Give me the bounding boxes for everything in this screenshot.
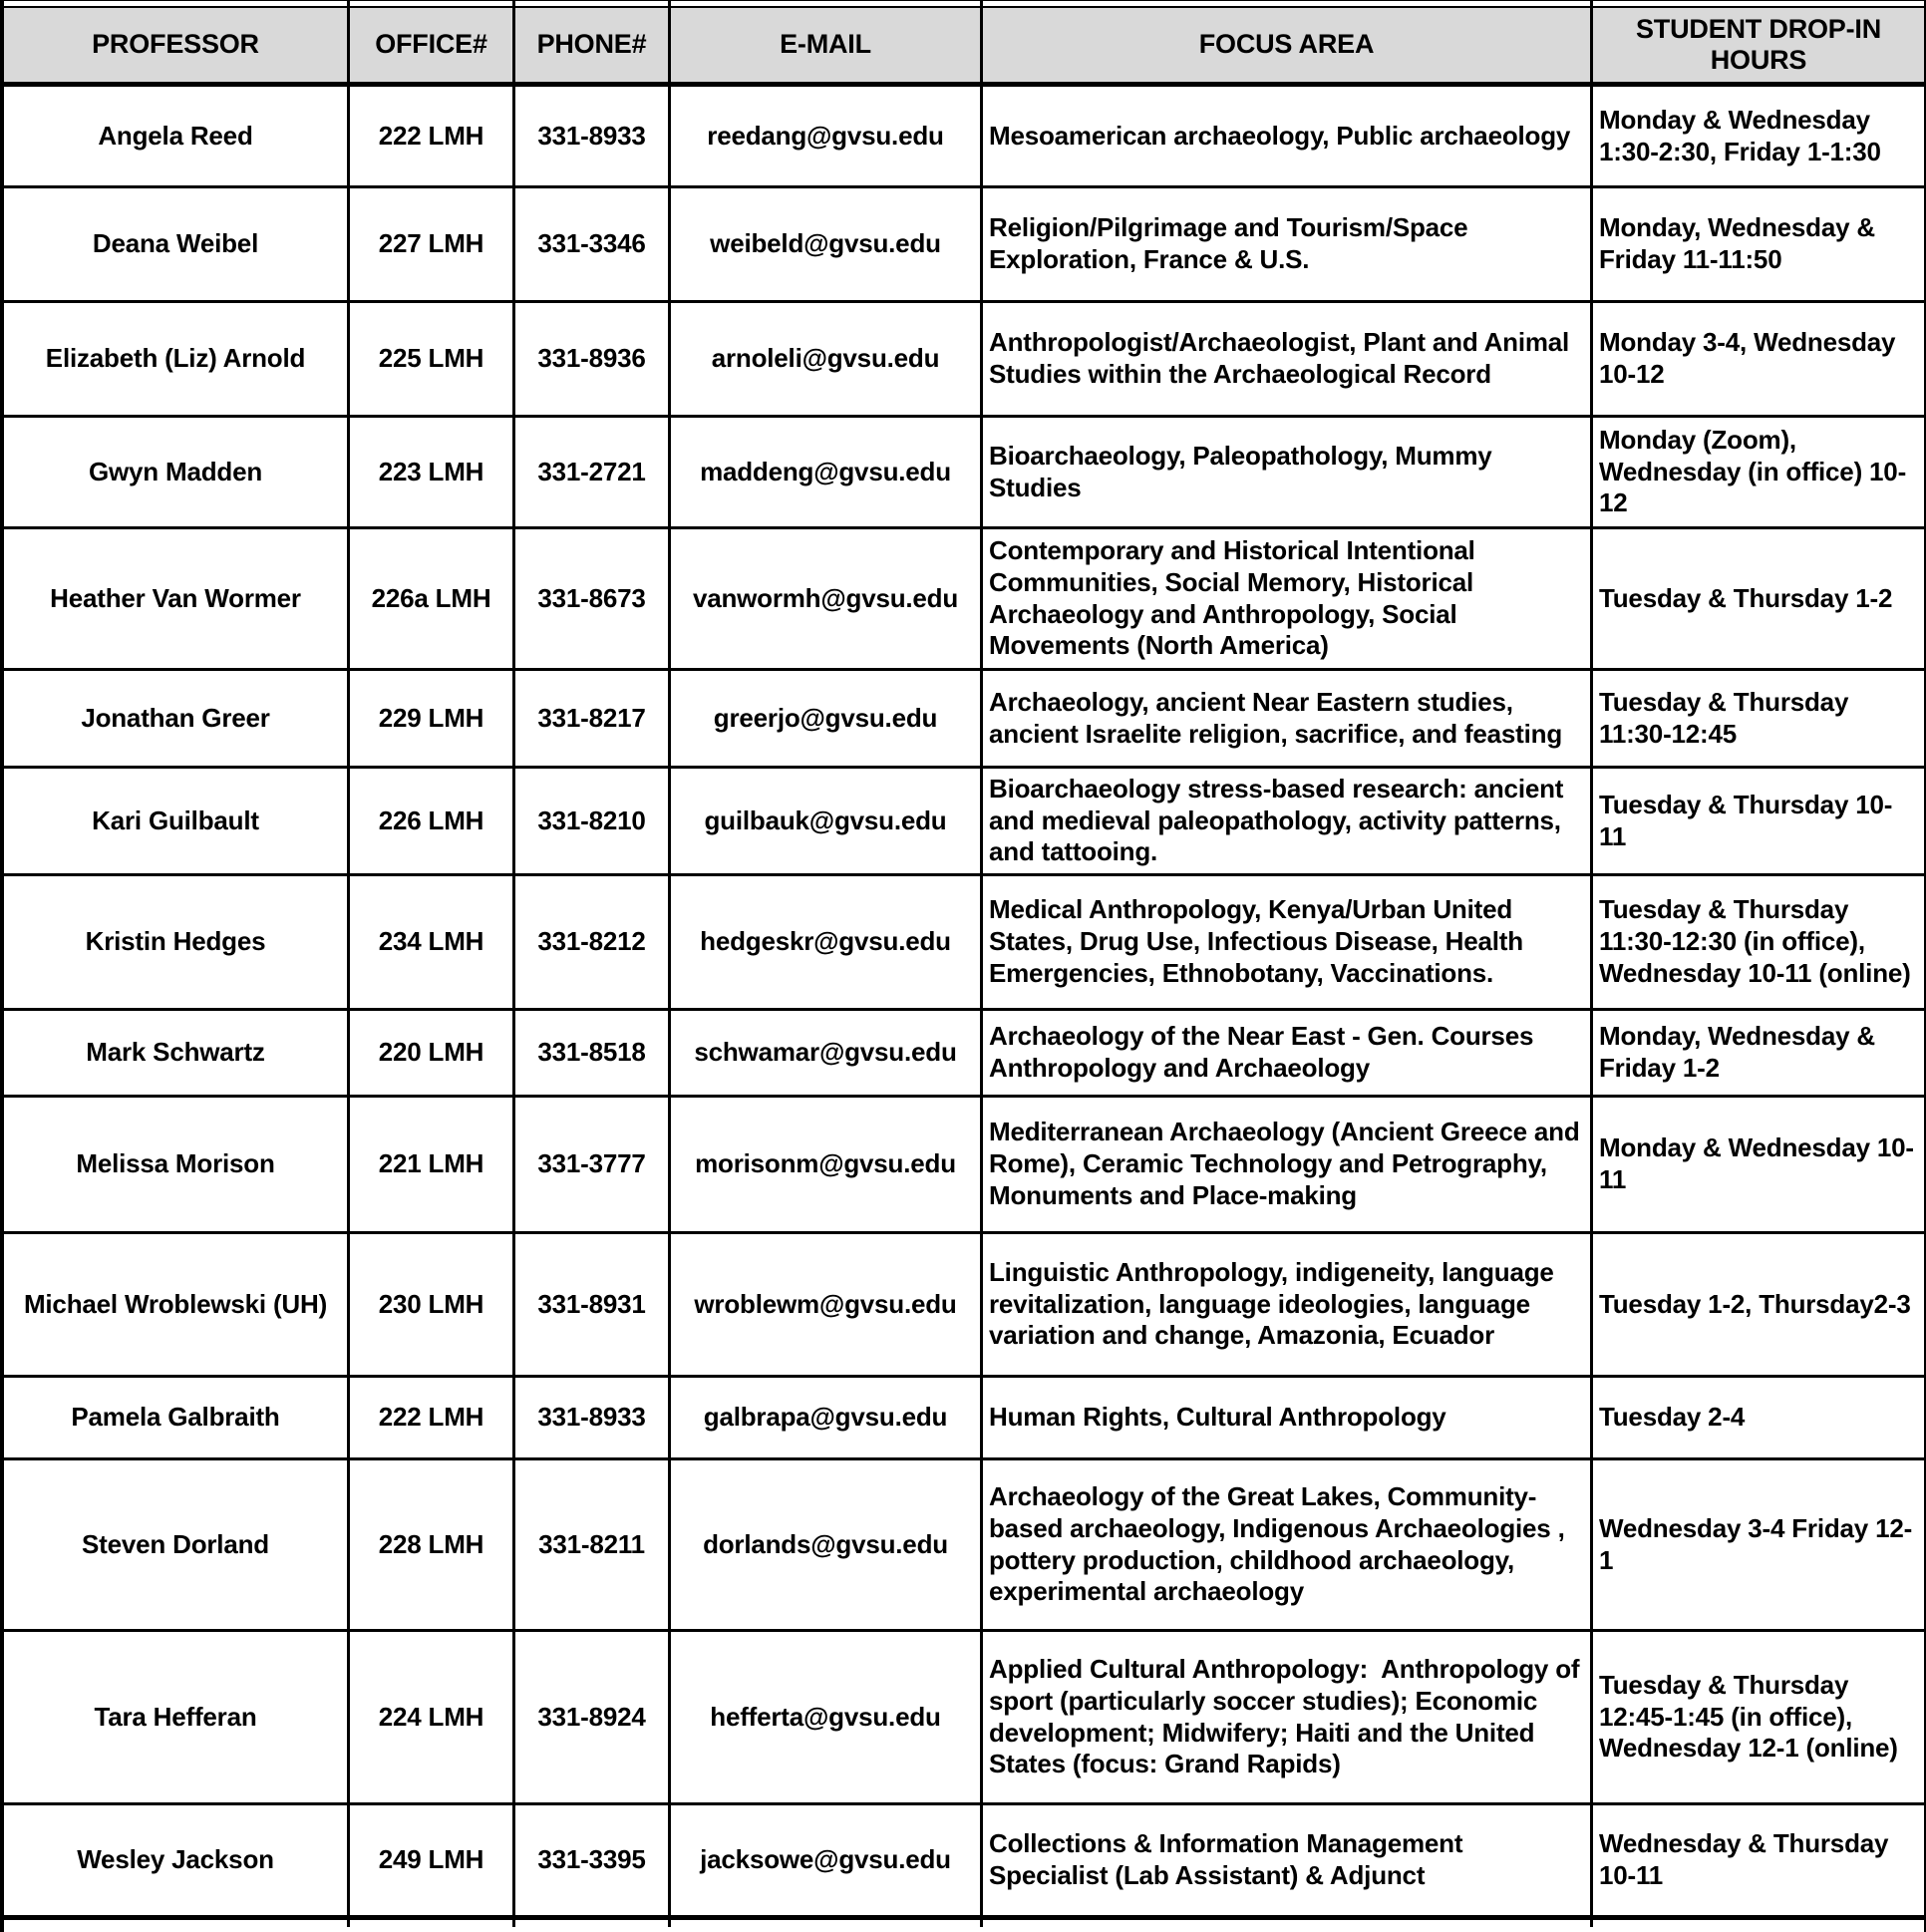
office-number-cell: 223 LMH xyxy=(350,418,515,526)
phone-number-cell: 331-3346 xyxy=(515,188,671,300)
table-row xyxy=(4,188,1924,303)
office-number-cell: 227 LMH xyxy=(350,188,515,300)
email-cell: arnoleli@gvsu.edu xyxy=(671,303,983,415)
email-cell: hefferta@gvsu.edu xyxy=(671,1632,983,1802)
drop-in-hours-cell: Monday 3-4, Wednesday 10-12 xyxy=(1599,327,1903,389)
office-number-cell: 225 LMH xyxy=(350,303,515,415)
drop-in-hours-cell: Tuesday 1-2, Thursday2-3 xyxy=(1599,1288,1911,1319)
table-row xyxy=(4,1805,1924,1920)
phone-number-cell: 331-8217 xyxy=(515,671,671,766)
professor-name-cell: Mark Schwartz xyxy=(4,1011,350,1095)
header-cell-professor: PROFESSOR xyxy=(4,8,350,82)
professor-name-cell: Melissa Morison xyxy=(4,1098,350,1231)
cut-off-cell xyxy=(983,1920,1593,1927)
office-number-cell: 249 LMH xyxy=(350,1805,515,1915)
table-row xyxy=(4,303,1924,418)
focus-area-cell: Archaeology of the Near East - Gen. Courses Anthropology and Archaeology xyxy=(983,1011,1593,1095)
email-cell: guilbauk@gvsu.edu xyxy=(671,769,983,873)
cut-off-cell xyxy=(4,1,350,6)
professor-name-cell: Elizabeth (Liz) Arnold xyxy=(4,303,350,415)
professor-name-cell: Steven Dorland xyxy=(4,1460,350,1629)
email-cell: reedang@gvsu.edu xyxy=(671,87,983,185)
phone-number-cell: 331-8936 xyxy=(515,303,671,415)
professor-name-cell: Tara Hefferan xyxy=(4,1632,350,1802)
drop-in-hours-cell: Monday, Wednesday & Friday 1-2 xyxy=(1599,1021,1882,1083)
professor-name-cell: Angela Reed xyxy=(4,87,350,185)
table-row xyxy=(4,1234,1924,1378)
professor-name-cell: Jonathan Greer xyxy=(4,671,350,766)
phone-number-cell: 331-8211 xyxy=(515,1460,671,1629)
focus-area-cell: Anthropologist/Archaeologist, Plant and Animal Studies within the Archaeological Record xyxy=(983,303,1593,415)
focus-area-cell: Contemporary and Historical Intentional Communities, Social Memory, Historical Archaeology and Anthropology, Social Movements (North America) xyxy=(983,529,1593,668)
cut-off-cell xyxy=(1593,1920,1924,1927)
office-number-cell: 226a LMH xyxy=(350,529,515,668)
professor-name-cell: Heather Van Wormer xyxy=(4,529,350,668)
cut-off-cell xyxy=(983,1,1593,6)
phone-number-cell: 331-8924 xyxy=(515,1632,671,1802)
header-cell-email: E-MAIL xyxy=(671,8,983,82)
professor-name-cell: Kari Guilbault xyxy=(4,769,350,873)
drop-in-hours-cell: Monday & Wednesday 1:30-2:30, Friday 1-1:30 xyxy=(1599,104,1881,166)
drop-in-hours-cell: Wednesday 3-4 Friday 12-1 xyxy=(1599,1512,1913,1575)
drop-in-hours-cell: Monday, Wednesday & Friday 11-11:50 xyxy=(1599,212,1882,274)
focus-area-cell: Mesoamerican archaeology, Public archaeology xyxy=(983,87,1593,185)
professor-name-cell: Wesley Jackson xyxy=(4,1805,350,1915)
focus-area-cell: Linguistic Anthropology, indigeneity, language revitalization, language ideologies, language variation and change, Amazonia, Ecuador xyxy=(983,1234,1593,1375)
office-number-cell: 220 LMH xyxy=(350,1011,515,1095)
focus-area-cell: Collections & Information Management Specialist (Lab Assistant) & Adjunct xyxy=(983,1805,1593,1915)
focus-area-cell: Bioarchaeology stress-based research: ancient and medieval paleopathology, activity patterns, and tattooing. xyxy=(983,769,1593,873)
table-body xyxy=(4,87,1924,1920)
focus-area-cell: Bioarchaeology, Paleopathology, Mummy Studies xyxy=(983,418,1593,526)
office-number-cell: 221 LMH xyxy=(350,1098,515,1231)
office-number-cell: 234 LMH xyxy=(350,876,515,1008)
email-cell: weibeld@gvsu.edu xyxy=(671,188,983,300)
focus-area-cell: Archaeology of the Great Lakes, Community-based archaeology, Indigenous Archaeologies , pottery production, childhood archaeology, experimental archaeology xyxy=(983,1460,1593,1629)
phone-number-cell: 331-8933 xyxy=(515,1378,671,1457)
focus-area-cell: Medical Anthropology, Kenya/Urban United States, Drug Use, Infectious Disease, Health Emergencies, Ethnobotany, Vaccinations. xyxy=(983,876,1593,1008)
phone-number-cell: 331-8210 xyxy=(515,769,671,873)
drop-in-hours-cell: Monday (Zoom), Wednesday (in office) 10-12 xyxy=(1599,424,1907,518)
office-number-cell: 228 LMH xyxy=(350,1460,515,1629)
office-number-cell: 224 LMH xyxy=(350,1632,515,1802)
cut-off-cell xyxy=(350,1,515,6)
cut-off-row-below xyxy=(4,1920,1924,1927)
table-row xyxy=(4,87,1924,188)
phone-number-cell: 331-8673 xyxy=(515,529,671,668)
table-row xyxy=(4,671,1924,769)
drop-in-hours-cell: Monday & Wednesday 10-11 xyxy=(1599,1132,1914,1194)
focus-area-cell: Applied Cultural Anthropology: Anthropology of sport (particularly soccer studies); Economic development; Midwifery; Haiti and the United States (focus: Grand Rapids) xyxy=(983,1632,1593,1802)
drop-in-hours-cell: Tuesday & Thursday 11:30-12:45 xyxy=(1599,686,1856,749)
header-cell-phone: PHONE# xyxy=(515,8,671,82)
phone-number-cell: 331-8931 xyxy=(515,1234,671,1375)
office-number-cell: 229 LMH xyxy=(350,671,515,766)
table-row xyxy=(4,876,1924,1011)
table-row xyxy=(4,1460,1924,1632)
office-number-cell: 230 LMH xyxy=(350,1234,515,1375)
drop-in-hours-cell: Tuesday & Thursday 11:30-12:30 (in office), Wednesday 10-11 (online) xyxy=(1599,894,1911,988)
cut-off-row-above xyxy=(4,0,1924,8)
focus-area-cell: Human Rights, Cultural Anthropology xyxy=(983,1378,1593,1457)
table-row xyxy=(4,418,1924,529)
professor-name-cell: Deana Weibel xyxy=(4,188,350,300)
drop-in-hours-cell: Tuesday 2-4 xyxy=(1599,1402,1746,1433)
drop-in-hours-cell: Tuesday & Thursday 10-11 xyxy=(1599,789,1893,851)
email-cell: schwamar@gvsu.edu xyxy=(671,1011,983,1095)
email-cell: wroblewm@gvsu.edu xyxy=(671,1234,983,1375)
header-cell-office: OFFICE# xyxy=(350,8,515,82)
email-cell: hedgeskr@gvsu.edu xyxy=(671,876,983,1008)
table-row xyxy=(4,1098,1924,1234)
table-row xyxy=(4,529,1924,671)
professor-name-cell: Michael Wroblewski (UH) xyxy=(4,1234,350,1375)
email-cell: vanwormh@gvsu.edu xyxy=(671,529,983,668)
header-cell-drop-in-hours: STUDENT DROP-IN HOURS xyxy=(1593,8,1924,82)
drop-in-hours-cell: Wednesday & Thursday 10-11 xyxy=(1599,1828,1896,1890)
table-row xyxy=(4,1011,1924,1098)
drop-in-hours-cell: Tuesday & Thursday 12:45-1:45 (in office), Wednesday 12-1 (online) xyxy=(1599,1669,1898,1764)
focus-area-cell: Religion/Pilgrimage and Tourism/Space Exploration, France & U.S. xyxy=(983,188,1593,300)
email-cell: morisonm@gvsu.edu xyxy=(671,1098,983,1231)
email-cell: greerjo@gvsu.edu xyxy=(671,671,983,766)
email-cell: galbrapa@gvsu.edu xyxy=(671,1378,983,1457)
cut-off-cell xyxy=(350,1920,515,1927)
table-row xyxy=(4,1378,1924,1460)
phone-number-cell: 331-8933 xyxy=(515,87,671,185)
cut-off-cell xyxy=(4,1920,350,1927)
focus-area-cell: Mediterranean Archaeology (Ancient Greece and Rome), Ceramic Technology and Petrography, Monuments and Place-making xyxy=(983,1098,1593,1231)
email-cell: dorlands@gvsu.edu xyxy=(671,1460,983,1629)
email-cell: jacksowe@gvsu.edu xyxy=(671,1805,983,1915)
cut-off-cell xyxy=(1593,1,1924,6)
table-header-row xyxy=(4,8,1924,87)
phone-number-cell: 331-3777 xyxy=(515,1098,671,1231)
phone-number-cell: 331-8212 xyxy=(515,876,671,1008)
focus-area-cell: Archaeology, ancient Near Eastern studies, ancient Israelite religion, sacrifice, and feasting xyxy=(983,671,1593,766)
phone-number-cell: 331-3395 xyxy=(515,1805,671,1915)
office-number-cell: 222 LMH xyxy=(350,1378,515,1457)
phone-number-cell: 331-2721 xyxy=(515,418,671,526)
table-row xyxy=(4,1632,1924,1805)
drop-in-hours-cell: Tuesday & Thursday 1-2 xyxy=(1599,582,1893,613)
cut-off-cell xyxy=(671,1,983,6)
table-row xyxy=(4,769,1924,876)
email-cell: maddeng@gvsu.edu xyxy=(671,418,983,526)
cut-off-cell xyxy=(515,1,671,6)
header-cell-focus-area: FOCUS AREA xyxy=(983,8,1593,82)
office-number-cell: 222 LMH xyxy=(350,87,515,185)
cut-off-cell xyxy=(515,1920,671,1927)
professor-name-cell: Kristin Hedges xyxy=(4,876,350,1008)
office-number-cell: 226 LMH xyxy=(350,769,515,873)
phone-number-cell: 331-8518 xyxy=(515,1011,671,1095)
professor-name-cell: Pamela Galbraith xyxy=(4,1378,350,1457)
professor-name-cell: Gwyn Madden xyxy=(4,418,350,526)
cut-off-cell xyxy=(671,1920,983,1927)
